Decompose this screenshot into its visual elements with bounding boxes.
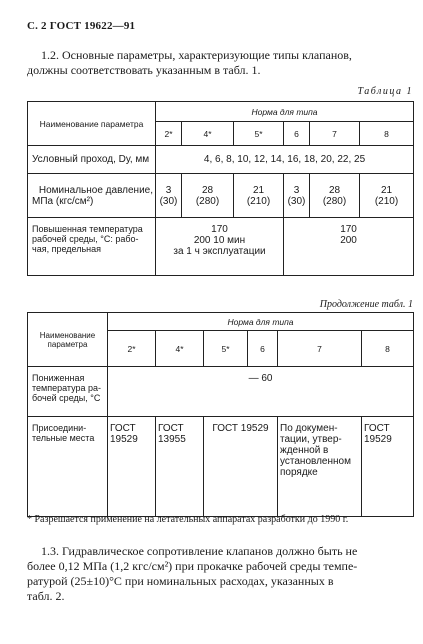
footnote: * Разрешается применение на летательных аппаратах разработки до 1990 г.	[27, 514, 349, 525]
pressure-value: 3	[165, 184, 172, 196]
column-header-norm: Норма для типа	[156, 102, 414, 122]
gost-line: ГОСТ	[110, 423, 136, 434]
gost-line: ГОСТ	[158, 423, 184, 434]
text-line: жденной в	[280, 445, 329, 456]
row-label-high-temperature	[28, 218, 156, 276]
label-line: МПа (кгс/см²)	[32, 195, 94, 207]
text-line: установленном	[280, 456, 351, 467]
pressure-value: 21	[380, 184, 393, 196]
connection-type-2	[108, 417, 156, 517]
table-1-caption: Таблица 1	[357, 86, 413, 97]
row-label-pressure	[28, 174, 156, 218]
pressure-value: 28	[328, 184, 341, 196]
paragraph-line: 1.3. Гидравлическое сопротивление клапанов должно быть не	[41, 544, 358, 558]
pressure-value: 28	[201, 184, 214, 196]
pressure-value-kgf: (280)	[195, 195, 220, 207]
label-line: температура ра-	[32, 383, 102, 393]
gost-line: 13955	[158, 434, 186, 445]
low-temperature-value: — 60	[108, 367, 414, 417]
gost-line: ГОСТ	[364, 423, 390, 434]
label-line: Пониженная	[32, 373, 85, 383]
paragraph-1-3	[27, 544, 413, 604]
type-header: 4*	[156, 331, 204, 367]
header-line: параметра	[47, 339, 88, 349]
gost-line: 19529	[110, 434, 138, 445]
connection-type-4	[156, 417, 204, 517]
text-line: тации, утвер-	[280, 434, 342, 445]
temperature-note: за 1 ч эксплуатации	[173, 246, 266, 257]
type-header: 5*	[234, 122, 284, 146]
diameter-values: 4, 6, 8, 10, 12, 14, 16, 18, 20, 22, 25	[156, 146, 414, 174]
table-1	[27, 101, 414, 276]
high-temperature-group-2	[284, 218, 414, 276]
pressure-value-kgf: (210)	[374, 195, 399, 207]
paragraph-line: более 0,12 МПа (1,2 кгс/см²) при прокачке рабочей среды темпе-	[27, 559, 358, 573]
gost-line: 19529	[364, 434, 392, 445]
pressure-cell	[360, 174, 414, 218]
paragraph-line: табл. 2.	[27, 589, 65, 603]
type-header: 2*	[156, 122, 182, 146]
connection-type-8	[362, 417, 414, 517]
type-header: 2*	[108, 331, 156, 367]
temperature-value: 170	[340, 224, 357, 235]
type-header: 7	[310, 122, 360, 146]
text-line: порядке	[280, 467, 318, 478]
pressure-cell	[182, 174, 234, 218]
label-line: Присоедини-	[32, 423, 87, 433]
pressure-value-kgf: (210)	[246, 195, 271, 207]
type-header: 7	[278, 331, 362, 367]
label-line: бочей среды, °С	[32, 393, 101, 403]
paragraph-line: должны соответствовать указанным в табл. 1.	[27, 63, 261, 77]
pressure-value: 3	[293, 184, 300, 196]
connection-type-7	[278, 417, 362, 517]
type-header: 8	[360, 122, 414, 146]
pressure-value-kgf: (30)	[159, 195, 178, 207]
column-header-parameter: Наименование параметра	[28, 102, 156, 146]
pressure-cell	[310, 174, 360, 218]
row-label-diameter: Условный проход, Dу, мм	[28, 146, 156, 174]
label-line: Повышенная температура	[32, 224, 143, 234]
pressure-cell	[284, 174, 310, 218]
type-header: 6	[284, 122, 310, 146]
paragraph-1-2	[27, 48, 413, 78]
header-line: Наименование	[39, 330, 96, 340]
pressure-cell	[234, 174, 284, 218]
temperature-value: 200	[340, 235, 357, 246]
pressure-value-kgf: (280)	[322, 195, 347, 207]
paragraph-line: ратурой (25±10)°С при номинальных расходах, указанных в	[27, 574, 334, 588]
type-header: 4*	[182, 122, 234, 146]
connection-type-5-6: ГОСТ 19529	[204, 417, 278, 517]
column-header-norm: Норма для типа	[108, 313, 414, 331]
label-line: рабочей среды, °С: рабо-	[32, 234, 139, 244]
row-label-connection	[28, 417, 108, 517]
pressure-value: 21	[252, 184, 265, 196]
row-label-low-temperature	[28, 367, 108, 417]
paragraph-line: 1.2. Основные параметры, характеризующие типы клапанов,	[41, 48, 352, 62]
pressure-cell	[156, 174, 182, 218]
high-temperature-group-1	[156, 218, 284, 276]
temperature-value: 170	[211, 224, 228, 235]
table-1-continuation	[27, 312, 414, 517]
type-header: 8	[362, 331, 414, 367]
pressure-value-kgf: (30)	[287, 195, 306, 207]
table-1-continuation-caption: Продолжение табл. 1	[319, 299, 413, 310]
text-line: По докумен-	[280, 423, 338, 434]
label-line: тельные места	[32, 433, 95, 443]
column-header-parameter	[28, 313, 108, 367]
type-header: 5*	[204, 331, 248, 367]
type-header: 6	[248, 331, 278, 367]
label-line: Номинальное давление,	[38, 184, 153, 196]
label-line: чая, предельная	[32, 244, 102, 254]
temperature-value: 200 10 мин	[193, 235, 246, 246]
page-header: С. 2 ГОСТ 19622—91	[27, 20, 136, 32]
